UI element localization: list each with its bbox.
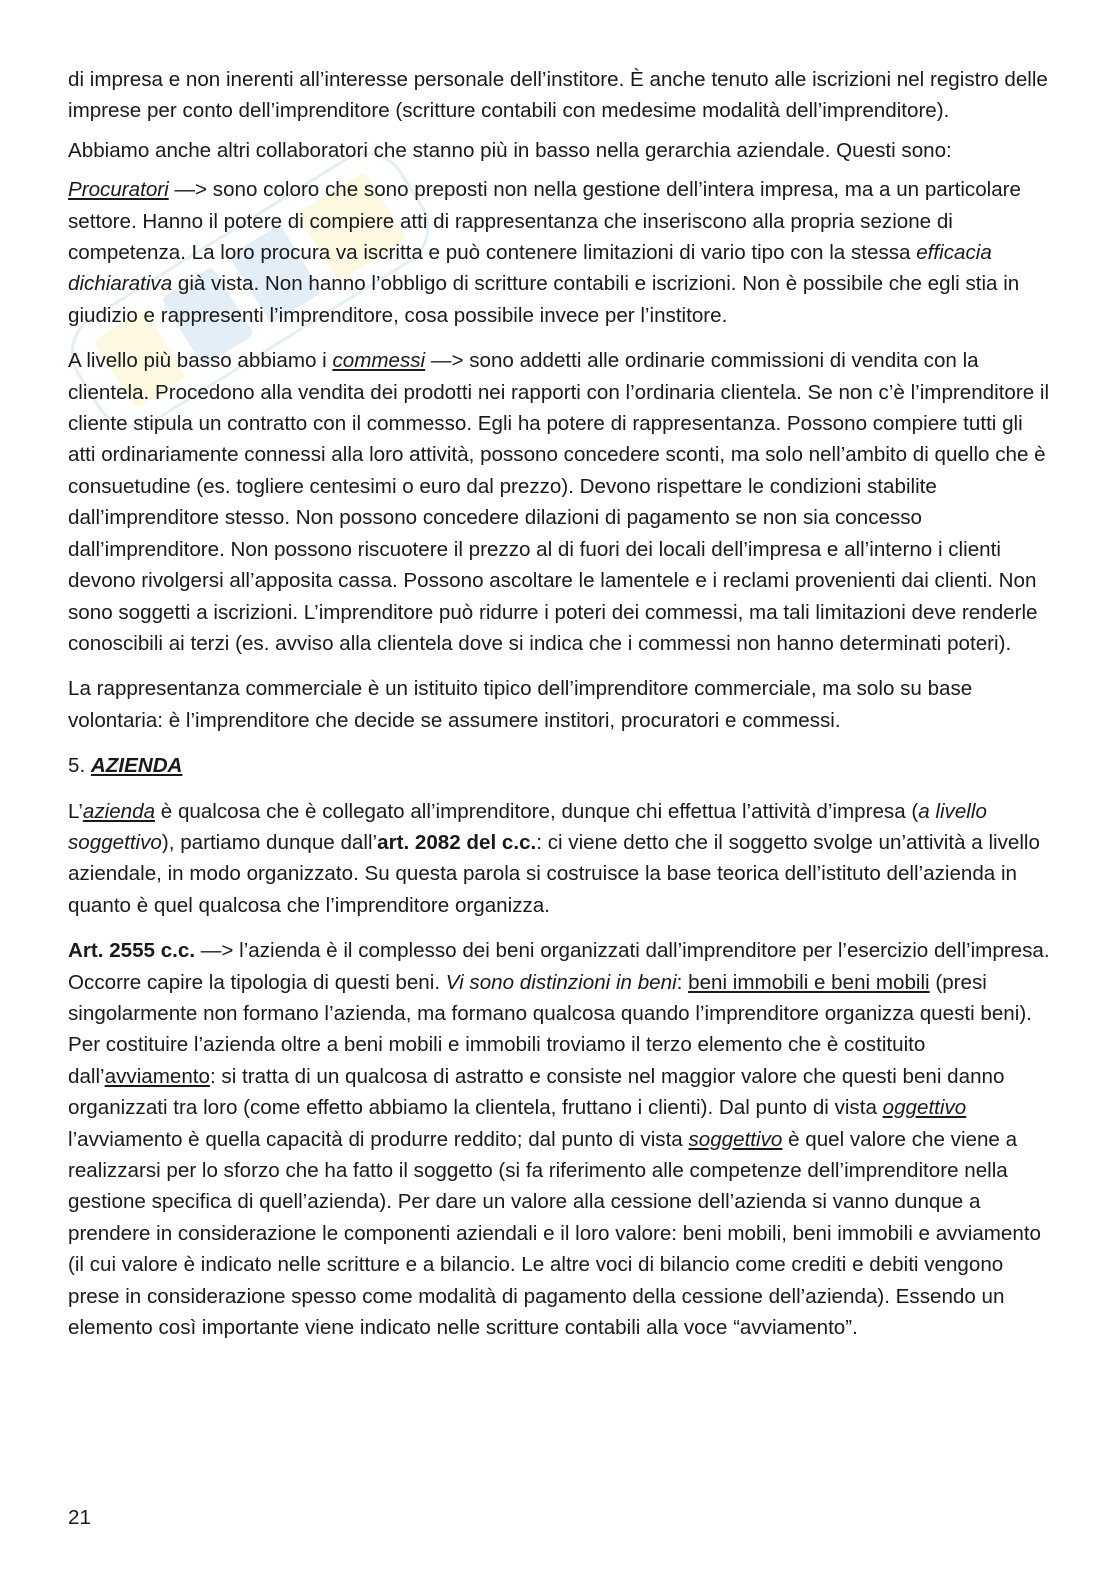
term-azienda: azienda [82,799,156,823]
article-2082: art. 2082 del c.c. [377,830,537,854]
term-avviamento: avviamento [104,1064,210,1088]
term-oggettivo: oggettivo [882,1096,967,1120]
term-efficacia-dichiarativa: efficacia dichiarativa [68,241,992,296]
paragraph-altri-collaboratori: Abbiamo anche altri collaboratori che stanno più in basso nella gerarchia aziendale. Questi sono: [68,138,952,162]
page-number: 21 [68,1506,91,1529]
term-livello-soggettivo: a livello soggettivo [68,799,987,854]
term-procuratori: Procuratori [68,178,169,202]
document-page [68,64,1052,1357]
paragraph-commessi: A livello più basso abbiamo i commessi —> sono addetti alle ordinarie commissioni di vendita con la clientela. Procedono alla vendita dei prodotti nei rapporti con l’ordinaria clientela. Se non c’è l’imprenditore il cliente stipula un contratto con il commesso. Egli ha potere di rappresentanza. Possono compiere tutti gli atti ordinariamente connessi alla loro attività, possono concedere sconti, ma solo nell’ambito di quello che è consuetudine (es. togliere centesimi o euro dal prezzo). Devono rispettare le condizioni stabilite dall’imprenditore stesso. Non possono concedere dilazioni di pagamento se non sia concesso dall’imprenditore. Non possono riscuotere il prezzo al di fuori dei locali dell’impresa e all’interno i clienti devono rivolgersi all’apposita cassa. Possono ascoltare le lamentele e i reclami provenienti dai clienti. Non sono soggetti a iscrizioni. L’imprenditore può ridurre i poteri dei commessi, ma tali limitazioni deve renderle conoscibili ai terzi (es. avviso alla clientela dove si indica che i commessi non hanno determinati poteri). [68,349,1050,655]
term-beni-immobili-mobili: beni immobili e beni mobili [688,970,930,994]
section-heading-azienda [68,750,1052,781]
term-commessi: commessi [332,349,426,373]
section-title: AZIENDA [90,754,183,778]
paragraph-rappresentanza-commerciale: La rappresentanza commerciale è un istituito tipico dell’imprenditore commerciale, ma solo su base volontaria: è l’imprenditore che decide se assumere institori, procuratori e commessi. [68,677,973,732]
paragraph-art-2555: Art. 2555 c.c. —> l’azienda è il complesso dei beni organizzati dall’imprenditore per l’esercizio dell’impresa. Occorre capire la tipologia di questi beni. Vi sono distinzioni in beni: beni immobili e beni mobili (presi singolarmente non formano l’azienda, ma formano qualcosa quando l’imprenditore organizza questi beni). Per costituire l’azienda oltre a beni mobili e immobili troviamo il terzo elemento che è costituito dall’avviamento: si tratta di un qualcosa di astratto e consiste nel maggior valore che questi beni danno organizzati tra loro (come effetto abbiamo la clientela, fruttano i clienti). Dal punto di vista oggettivo l’avviamento è quella capacità di produrre reddito; dal punto di vista soggettivo è quel valore che viene a realizzarsi per lo sforzo che ha fatto il soggetto (si fa riferimento alle competenze dell’imprenditore nella gestione specifica di quell’azienda). Per dare un valore alla cessione dell’azienda si vanno dunque a prendere in considerazione le componenti aziendali e il loro valore: beni mobili, beni immobili e avviamento (il cui valore è indicato nelle scritture e a bilancio. Le altre voci di bilancio come crediti e debiti vengono prese in considerazione spesso come modalità di pagamento della cessione dell’azienda). Essendo un elemento così importante viene indicato nelle scritture contabili alla voce “avviamento”. [68,939,1050,1340]
paragraph-procuratori: Procuratori —> sono coloro che sono preposti non nella gestione dell’intera impresa, ma a un particolare settore. Hanno il potere di compiere atti di rappresentanza che inseriscono alla propria sezione di competenza. La loro procura va iscritta e può contenere limitazioni di vario tipo con la stessa efficacia dichiarativa già vista. Non hanno l’obbligo di scritture contabili e iscrizioni. Non è possibile che egli stia in giudizio e rappresenti l’imprenditore, cosa possibile invece per l’institore. [68,178,1021,327]
article-2555: Art. 2555 c.c. [68,939,196,963]
paragraph-azienda-definizione: L’azienda è qualcosa che è collegato all’imprenditore, dunque chi effettua l’attività d’impresa (a livello soggettivo), partiamo dunque dall’art. 2082 del c.c.: ci viene detto che il soggetto svolge un’attività a livello aziendale, in modo organizzato. Su questa parola si costruisce la base teorica dell’istituto dell’azienda in quanto è quel qualcosa che l’imprenditore organizza. [68,799,1040,917]
term-soggettivo: soggettivo [688,1127,783,1151]
paragraph-institore-continued: di impresa e non inerenti all’interesse personale dell’institore. È anche tenuto alle iscrizioni nel registro delle imprese per conto dell’imprenditore (scritture contabili con medesime modalità dell’imprenditore). [68,68,1048,123]
term-distinzioni-beni: Vi sono distinzioni in beni [445,970,677,994]
section-number: 5. [68,754,91,778]
